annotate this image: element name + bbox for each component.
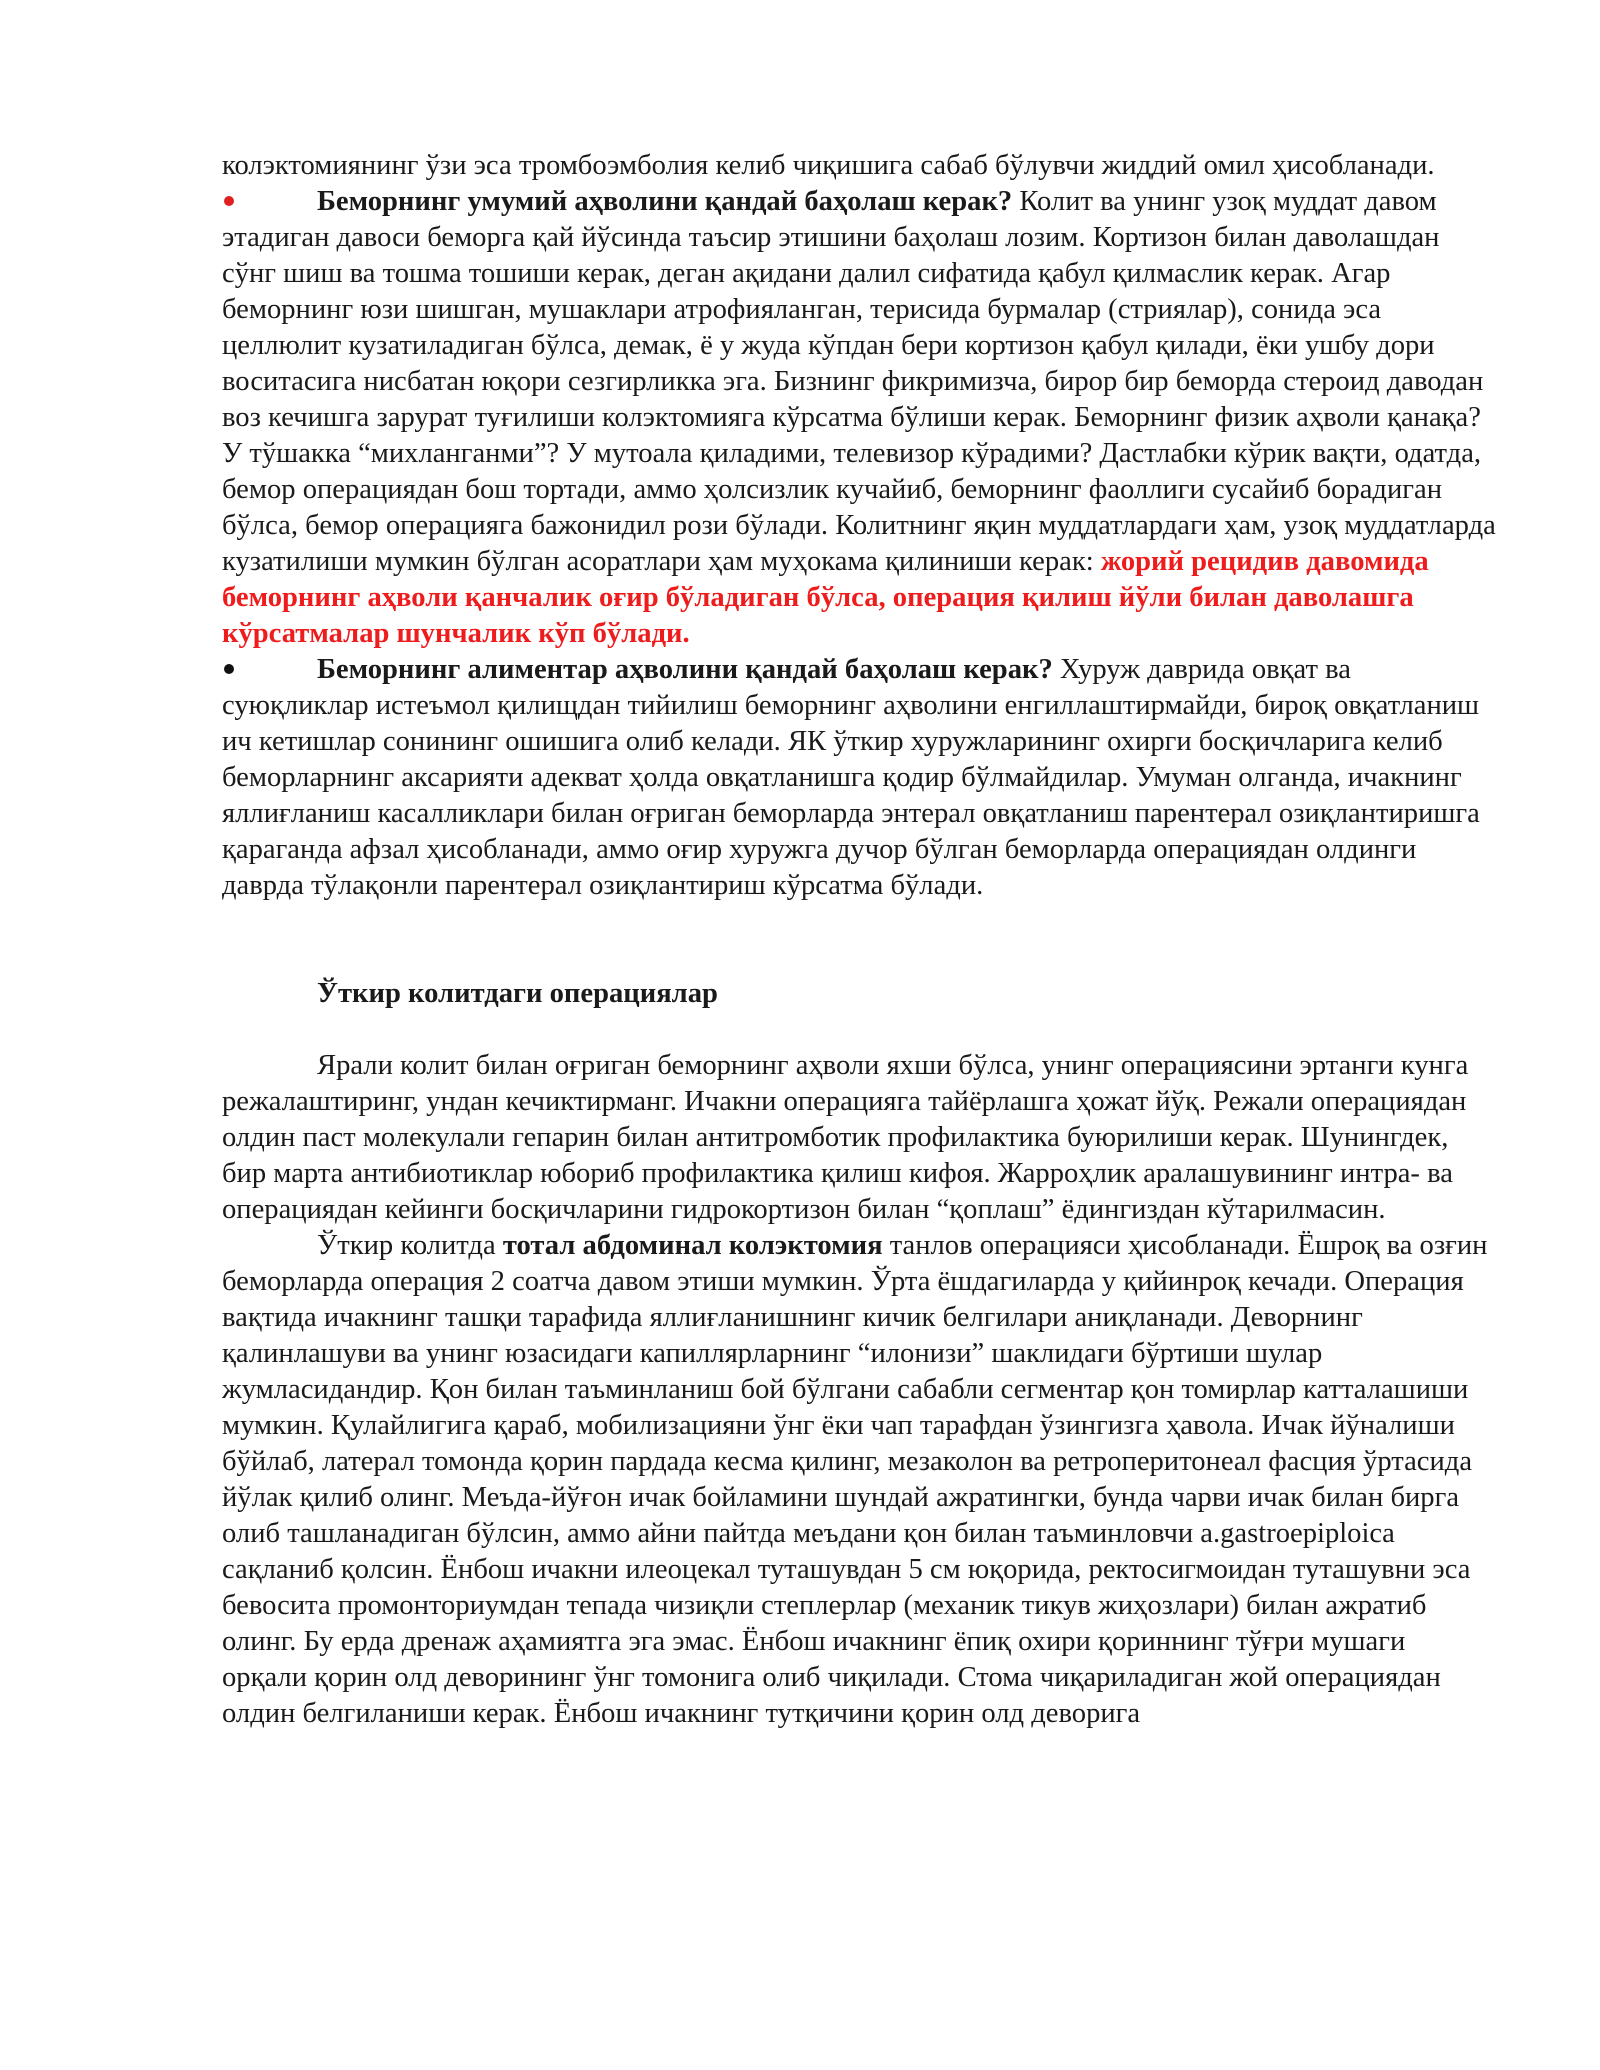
bold-term-total-colectomy: тотал абдоминал колэктомия	[502, 1230, 883, 1261]
bullet-red-icon	[224, 196, 234, 206]
section-heading: Ўткир колитдаги операциялар	[317, 978, 718, 1009]
bullet-alimentary-condition	[222, 652, 1497, 904]
bullet-text-alimentary: Хуруж даврида овқат ва суюқликлар истеъмол қилищдан тийилиш беморнинг аҳволини енгиллаштирмайди, бироқ овқатланиш ич кетишлар сонининг ошишига олиб келади. ЯК ўткир хуружларининг охирги босқичларига келиб беморларнинг аксарияти адекват ҳолда овқатланишга қодир бўлмайдилар. Умуман олганда, ичакнинг яллиғланиш касалликлари билан оғриган беморларда энтерал овқатланиш парентерал озиқлантиришга қараганда афзал ҳисобланади, аммо оғир хуружга дучор бўлган беморларда операциядан олдинги даврда тўлақонли парентерал озиқлантириш кўрсатма бўлади.	[222, 654, 1480, 901]
bullet-black-icon	[224, 664, 234, 674]
bullet-text-general: Колит ва унинг узоқ муддат давом этадиган давоси беморга қай йўсинда таъсир этишини баҳолаш лозим. Кортизон билан даволашдан сўнг шиш ва тошма тошиши керак, деган ақидани далил сифатида қабул қилмаслик керак. Агар беморнинг юзи шишган, мушаклари атрофияланган, терисида бурмалар (стриялар), сонида эса целлюлит кузатиладиган бўлса, демак, ё у жуда кўпдан бери кортизон қабул қилади, ёки ушбу дори воситасига нисбатан юқори сезгирликка эга. Бизнинг фикримизча, бирор бир беморда стероид даводан воз кечишга зарурат туғилиши колэктомияга кўрсатма бўлиши керак. Беморнинг физик аҳволи қанақа? У тўшакка “михланганми”? У мутоала қиладими, телевизор кўрадими? Дастлабки кўрик вақти, одатда, бемор операциядан бош тортади, аммо ҳолсизлик кучайиб, беморнинг фаоллиги сусайиб борадиган бўлса, бемор операцияга бажонидил рози бўлади. Колитнинг яқин муддатлардаги ҳам, узоқ муддатларда кузатилиши мумкин бўлган асоратлари ҳам муҳокама қилиниши керак:	[222, 186, 1496, 577]
paragraph-continuation: колэктомиянинг ўзи эса тромбоэмболия келиб чиқишига сабаб бўлувчи жиддий омил ҳисобланади.	[222, 150, 1435, 181]
bullet-heading-alimentary: Беморнинг алиментар аҳволини қандай баҳолаш керак?	[317, 654, 1053, 685]
paragraph-pre-text: Ўткир колитда	[317, 1230, 503, 1261]
bullet-heading-general: Беморнинг умумий аҳволини қандай баҳолаш керак?	[317, 186, 1013, 217]
document-page	[222, 148, 1497, 1732]
paragraph-total-colectomy	[222, 1228, 1497, 1732]
bullet-general-condition	[222, 184, 1497, 652]
paragraph-post-text: танлов операцияси ҳисобланади. Ёшроқ ва озғин беморларда операция 2 соатча давом этиши мумкин. Ўрта ёшдагиларда у қийинроқ кечади. Операция вақтида ичакнинг ташқи тарафида яллиғланишнинг кичик белгилари аниқланади. Деворнинг қалинлашуви ва унинг юзасидаги капиллярларнинг “илонизи” шаклидаги бўртиши шулар жумласидандир. Қон билан таъминланиш бой бўлгани сабабли сегментар қон томирлар катталашиши мумкин. Қулайлигига қараб, мобилизацияни ўнг ёки чап тарафдан ўзингизга ҳавола. Ичак йўналиши бўйлаб, латерал томонда қорин пардада кесма қилинг, мезаколон ва ретроперитонеал фасция ўртасида йўлак қилиб олинг. Меъда-йўғон ичак бойламини шундай ажратингки, бунда чарви ичак билан бирга олиб ташланадиган бўлсин, аммо айни пайтда меъдани қон билан таъминловчи a.gastroepiploica сақланиб қолсин. Ёнбош ичакни илеоцекал туташувдан 5 см юқорида, ректосигмоидан туташувни эса бевосита промонториумдан тепада чизиқли степлерлар (механик тикув жиҳозлари) билан ажратиб олинг. Бу ерда дренаж аҳамиятга эга эмас. Ёнбош ичакнинг ёпиқ охири қориннинг тўғри мушаги орқали қорин олд деворининг ўнг томонига олиб чиқилади. Стома чиқариладиган жой операциядан олдин белгиланиши керак. Ёнбош ичакнинг тутқичини қорин олд деворига	[222, 1230, 1488, 1729]
paragraph-ulcerative-colitis: Ярали колит билан оғриган беморнинг аҳволи яхши бўлса, унинг операциясини эртанги кунга режалаштиринг, ундан кечиктирманг. Ичакни операцияга тайёрлашга ҳожат йўқ. Режали операциядан олдин паст молекулали гепарин билан антитромботик профилактика буюрилиши керак. Шунингдек, бир марта антибиотиклар юбориб профилактика қилиш кифоя. Жарроҳлик аралашувининг интра- ва операциядан кейинги босқичларини гидрокортизон билан “қоплаш” ёдингиздан кўтарилмасин.	[222, 1050, 1469, 1225]
highlighted-red-text: жорий рецидив давомида беморнинг аҳволи қанчалик оғир бўладиган бўлса, операция қилиш йўли билан даволашга кўрсатмалар шунчалик кўп бўлади.	[222, 546, 1429, 649]
